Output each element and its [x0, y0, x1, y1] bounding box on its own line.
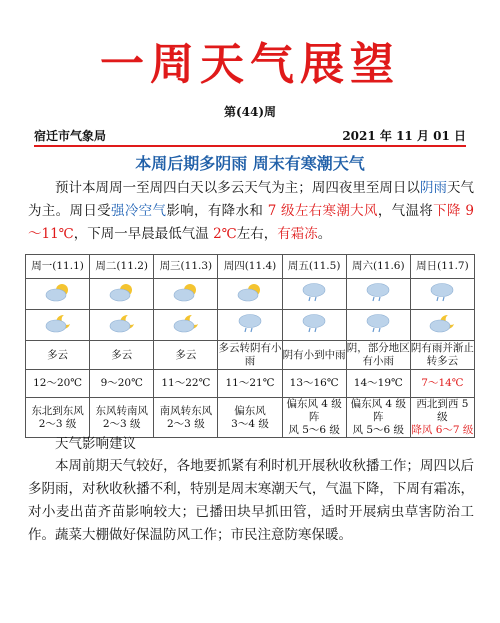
wind-line: 降风 6～7 级 [411, 424, 474, 436]
wind-line: 偏东风 4 级阵 [350, 398, 406, 423]
cloud-rain-icon [300, 312, 328, 338]
wind-line: 西北到西 5 级 [416, 398, 469, 423]
forecast-text: 预计本周周一至周四白天以多云天气为主；周四夜里至周日以 [55, 180, 420, 196]
day-icon-cell [154, 279, 218, 310]
page-title: 一周天气展望 [100, 39, 400, 90]
day-row [26, 255, 475, 279]
wind-line: 偏东风 [234, 404, 266, 417]
wind-line: 风 5～6 级 [288, 424, 340, 436]
weekly-forecast-table [25, 254, 475, 438]
night-icon-row [26, 310, 475, 341]
day-label: 周六(11.6) [346, 255, 410, 279]
highlight-temp-drop: 下降 9～11℃ [28, 203, 475, 242]
forecast-text: 左右， [236, 226, 278, 242]
issue-date: 2021 年 11 月 01 日 [342, 129, 466, 143]
night-icon-cell [154, 310, 218, 341]
weather-description: 多云 [154, 341, 218, 370]
weather-description: 阴，部分地区有小雨 [346, 341, 410, 370]
day-label: 周日(11.7) [410, 255, 474, 279]
wind-line: 3～4 级 [231, 417, 269, 430]
meta-row [34, 127, 466, 143]
forecast-text: 影响，有降水和 [166, 203, 268, 219]
highlight-frost: 有霜冻 [277, 226, 318, 242]
day-icon-cell [26, 279, 90, 310]
day-icon-cell [90, 279, 154, 310]
highlight-cold-air: 强冷空气 [111, 203, 167, 219]
temperature-range: 11～22℃ [154, 370, 218, 398]
wind-line: 风 5～6 级 [352, 424, 405, 436]
partly-cloudy-icon [172, 282, 200, 306]
wind-line: 偏东风 4 级阵 [286, 398, 342, 423]
bureau-name: 宿迁市气象局 [34, 129, 107, 143]
forecast-text: 天气为主。周日受 [28, 180, 475, 219]
red-divider [34, 145, 466, 147]
night-icon-cell [218, 310, 282, 341]
wind-line: 东风转南风 [95, 404, 148, 417]
day-label: 周二(11.2) [90, 255, 154, 279]
wind-cell [282, 398, 346, 438]
day-icon-cell [410, 279, 474, 310]
highlight-min-temp: 2℃ [213, 226, 237, 242]
partly-cloudy-icon [236, 282, 264, 306]
advice-paragraph: 本周前期天气较好，各地要抓紧有利时机开展秋收秋播工作；周四以后多阴雨，对秋收秋播不利，特别是周末寒潮天气，气温下降，下周有霜冻，对小麦出苗齐苗影响较大；已播田块早抓田管，适时开展病虫草害防治工作。蔬菜大棚做好保温防风工作；市民注意防寒保暖。 [28, 458, 474, 543]
partly-cloudy-night-icon [108, 313, 136, 337]
wind-cell [410, 398, 474, 438]
temperature-range: 14～19℃ [346, 370, 410, 398]
temp-row [26, 370, 475, 398]
night-icon-cell [410, 310, 474, 341]
weather-description: 阴有雨并渐止转多云 [410, 341, 474, 370]
day-label: 周四(11.4) [218, 255, 282, 279]
advice-heading: 天气影响建议 [55, 436, 136, 452]
temperature-range: 7～14℃ [410, 370, 474, 398]
weather-description: 多云转阴有小雨 [218, 341, 282, 370]
cloud-rain-icon [364, 312, 392, 338]
night-icon-cell [26, 310, 90, 341]
day-label: 周五(11.5) [282, 255, 346, 279]
partly-cloudy-night-icon [172, 313, 200, 337]
wind-cell [154, 398, 218, 438]
partly-cloudy-night-icon [428, 313, 456, 337]
wind-line: 2～3 级 [102, 417, 141, 430]
issue-number: 第(44)周 [223, 105, 277, 119]
temperature-range: 11～21℃ [218, 370, 282, 398]
forecast-text: ，下周一早晨最低气温 [73, 226, 214, 242]
wind-cell [346, 398, 410, 438]
day-label: 周一(11.1) [26, 255, 90, 279]
temperature-range: 13～16℃ [282, 370, 346, 398]
partly-cloudy-icon [44, 282, 72, 306]
day-icon-cell [346, 279, 410, 310]
day-icon-cell [282, 279, 346, 310]
weather-row [26, 341, 475, 370]
cloud-rain-icon [364, 281, 392, 307]
day-icon-row [26, 279, 475, 310]
wind-line: 南风转东风 [159, 404, 213, 417]
night-icon-cell [90, 310, 154, 341]
cloud-rain-icon [300, 281, 328, 307]
temperature-range: 9～20℃ [90, 370, 154, 398]
forecast-text: 。 [317, 226, 332, 242]
highlight-wind: 7 级左右寒潮大风 [267, 203, 378, 219]
day-icon-cell [218, 279, 282, 310]
wind-line: 2～3 级 [167, 417, 205, 430]
day-label: 周三(11.3) [154, 255, 218, 279]
highlight-rain: 阴雨 [419, 180, 447, 196]
weather-description: 多云 [90, 341, 154, 370]
forecast-text: ，气温将 [377, 203, 434, 219]
weather-description: 多云 [26, 341, 90, 370]
cloud-rain-icon [428, 281, 456, 307]
temperature-range: 12～20℃ [26, 370, 90, 398]
weather-description: 阴有小到中雨 [282, 341, 346, 370]
forecast-paragraph [28, 177, 474, 246]
night-icon-cell [282, 310, 346, 341]
wind-line: 东北到东风 [31, 404, 84, 417]
wind-line: 2～3 级 [38, 417, 77, 430]
cloud-rain-icon [236, 312, 264, 338]
wind-cell [218, 398, 282, 438]
partly-cloudy-night-icon [44, 313, 72, 337]
partly-cloudy-icon [108, 282, 136, 306]
headline: 本周后期多阴雨 周末有寒潮天气 [135, 154, 365, 173]
night-icon-cell [346, 310, 410, 341]
